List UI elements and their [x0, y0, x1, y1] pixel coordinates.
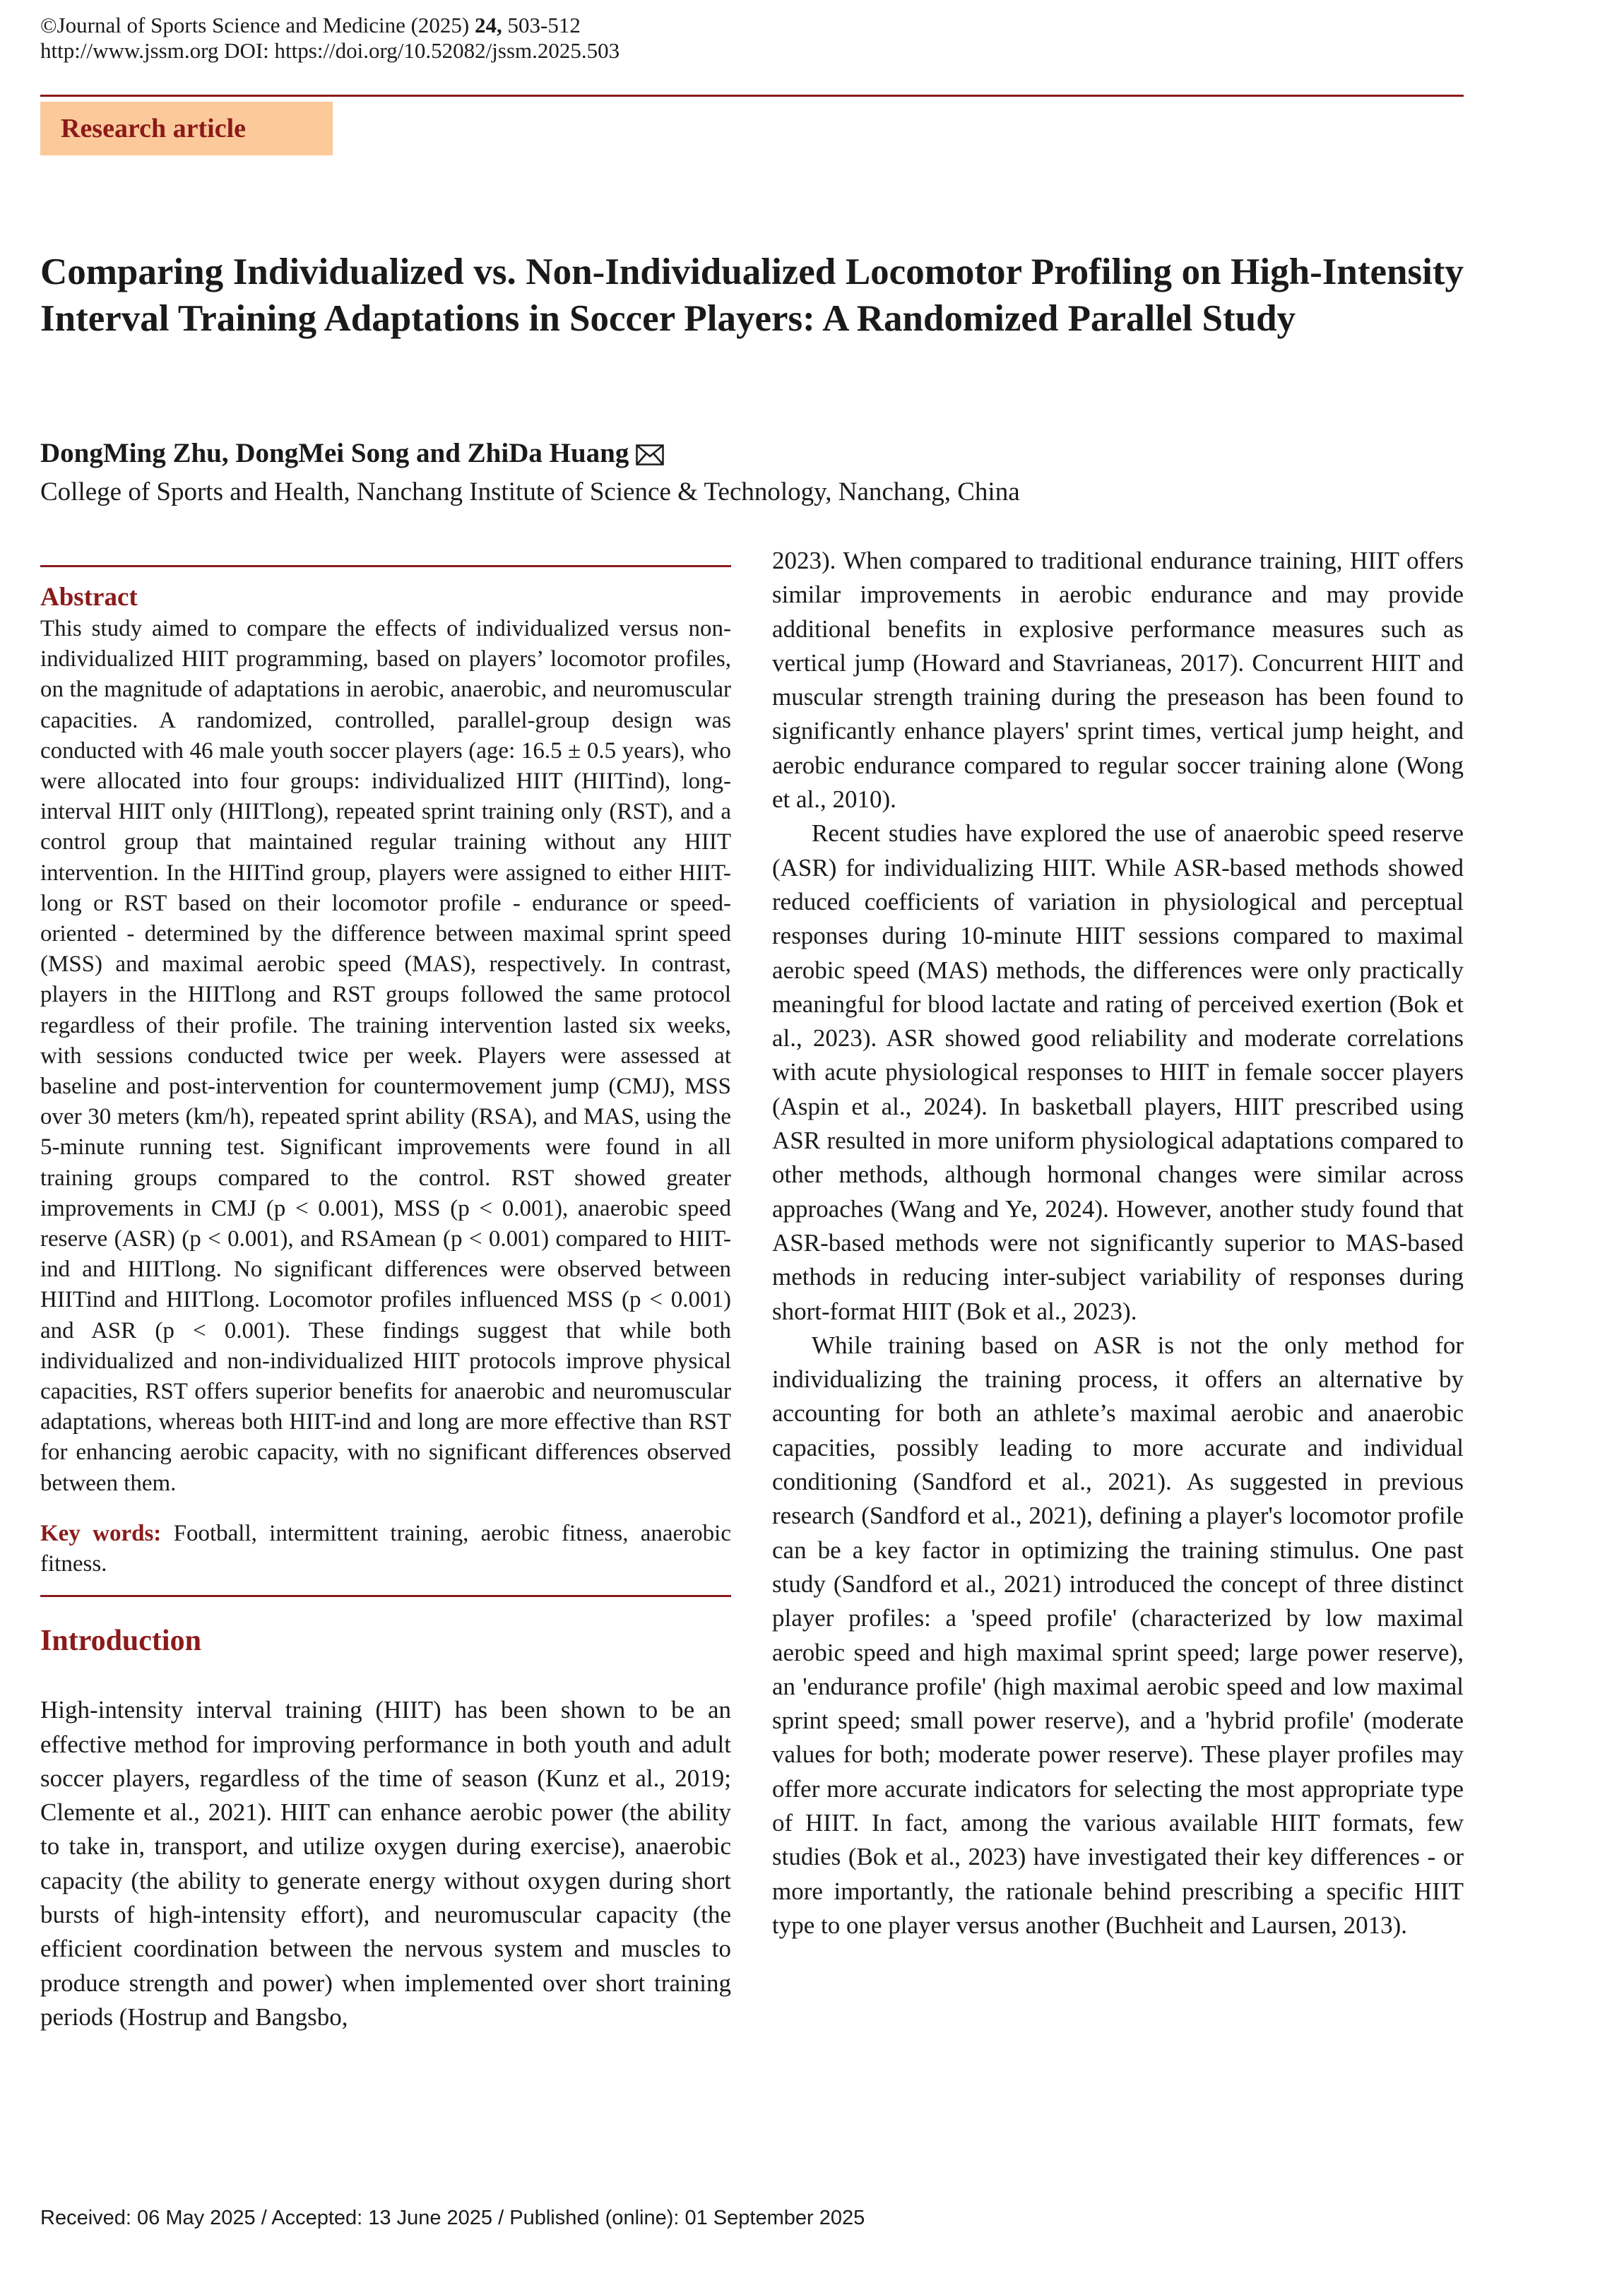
- abstract-heading: Abstract: [40, 583, 138, 612]
- mail-icon[interactable]: [636, 440, 664, 474]
- keywords-text: Football, intermittent training, aerobic fitness, anaerobic fitness.: [40, 1520, 731, 1577]
- article-title: Comparing Individualized vs. Non-Individualized Locomotor Profiling on High-Intensity Interval Training Adaptations in Soccer Players: A Randomized Parallel Study: [40, 251, 1464, 339]
- header-divider: [40, 95, 1464, 97]
- keywords-label: Key words:: [40, 1520, 162, 1546]
- journal-header: [40, 13, 620, 64]
- journal-name: ©Journal of Sports Science and Medicine (2025): [40, 13, 475, 37]
- left-column: [40, 565, 731, 2034]
- journal-citation-line: [40, 13, 620, 38]
- journal-volume: 24,: [475, 13, 502, 37]
- authors: DongMing Zhu, DongMei Song and ZhiDa Huang: [40, 438, 629, 468]
- intro-paragraph-2: Recent studies have explored the use of anaerobic speed reserve (ASR) for individualizing HIIT. While ASR-based methods showed reduced coefficients of variation in physiological and perceptual responses during 10-minute HIIT sessions compared to maximal aerobic speed (MAS) methods, the differences were only practically meaningful for blood lactate and rating of perceived exertion (Bok et al., 2023). ASR showed good reliability and moderate correlations with acute physiological responses to HIIT in female soccer players (Aspin et al., 2024). In basketball players, HIIT prescribed using ASR resulted in more uniform physiological adaptations compared to other methods, although hormonal changes were similar across approaches (Wang and Ye, 2024). However, another study found that ASR-based methods were not significantly superior to MAS-based methods in reducing inter-subject variability of responses during short-format HIIT (Bok et al., 2023).: [772, 819, 1464, 1325]
- abstract-text: This study aimed to compare the effects of individualized versus non-individualized HIIT programming, based on players’ locomotor profiles, on the magnitude of adaptations in aerobic, anaerobic, and neuromuscular capacities. A randomized, controlled, parallel-group design was conducted with 46 male youth soccer players (age: 16.5 ± 0.5 years), who were allocated into four groups: individualized HIIT (HIITind), long-interval HIIT only (HIITlong), repeated sprint training only (RST), and a control group that maintained regular training without any HIIT intervention. In the HIITind group, players were assigned to either HIIT-long or RST based on their locomotor profile - endurance or speed-oriented - determined by the difference between maximal sprint speed (MSS) and maximal aerobic speed (MAS), respectively. In contrast, players in the HIITlong and RST groups followed the same protocol regardless of their profile. The training intervention lasted six weeks, with sessions conducted twice per week. Players were assessed at baseline and post-intervention for countermovement jump (CMJ), MSS over 30 meters (km/h), repeated sprint ability (RSA), and MAS, using the 5-minute running test. Significant improvements were found in all training groups compared to the control. RST showed greater improvements in CMJ (p < 0.001), MSS (p < 0.001), anaerobic speed reserve (ASR) (p < 0.001), and RSAmean (p < 0.001) compared to HIIT-ind and HIITlong. No significant differences were observed between HIITind and HIITlong. Locomotor profiles influenced MSS (p < 0.001) and ASR (p < 0.001). These findings suggest that while both individualized and non-individualized HIIT protocols improve physical capacities, RST offers superior benefits for anaerobic and neuromuscular adaptations, whereas both HIIT-ind and long are more effective than RST for enhancing aerobic capacity, with no significant differences observed between them.: [40, 616, 731, 1496]
- journal-pages: 503-512: [502, 13, 581, 37]
- journal-url-doi[interactable]: http://www.jssm.org DOI: https://doi.org/10.52082/jssm.2025.503: [40, 38, 620, 63]
- introduction-heading: Introduction: [40, 1625, 201, 1658]
- intro-paragraph-1: High-intensity interval training (HIIT) has been shown to be an effective method for improving performance in both youth and adult soccer players, regardless of the time of season (Kunz et al., 2019; Clemente et al., 2021). HIIT can enhance aerobic power (the ability to take in, transport, and utilize oxygen during exercise), anaerobic capacity (the ability to generate energy without oxygen during short bursts of high-intensity effort), and neuromuscular capacity (the efficient coordination between the nervous system and muscles to produce strength and power) when implemented over short training periods (Hostrup and Bangsbo,: [40, 1696, 731, 2031]
- publication-dates: Received: 06 May 2025 / Accepted: 13 June 2025 / Published (online): 01 September 2025: [40, 2207, 865, 2229]
- author-line: [40, 437, 664, 474]
- intro-paragraph-3: While training based on ASR is not the only method for individualizing the training process, it offers an alternative by accounting for both an athlete’s maximal aerobic and anaerobic capacities, possibly leading to more accurate and individual conditioning (Sandford et al., 2021). As suggested in previous research (Sandford et al., 2021), defining a player's locomotor profile can be a key factor in optimizing the training stimulus. One past study (Sandford et al., 2021) introduced the concept of three distinct player profiles: a 'speed profile' (characterized by low maximal aerobic speed and high maximal sprint speed; large power reserve), an 'endurance profile' (high maximal aerobic speed and low maximal sprint speed; small power reserve), and a 'hybrid profile' (moderate values for both; moderate power reserve). These player profiles may offer more accurate indicators for selecting the most appropriate type of HIIT. In fact, among the various available HIIT formats, few studies (Bok et al., 2023) have investigated their key differences - or more importantly, the rationale behind prescribing a specific HIIT type to one player versus another (Buchheit and Laursen, 2013).: [772, 1331, 1464, 1939]
- right-column: [772, 544, 1464, 1942]
- article-type-badge: Research article: [40, 102, 333, 155]
- abstract-top-rule: [40, 565, 731, 567]
- intro-paragraph-1-continued: 2023). When compared to traditional endurance training, HIIT offers similar improvements in aerobic endurance and may provide additional benefits in explosive performance measures such as vertical jump (Howard and Stavrianeas, 2017). Concurrent HIIT and muscular strength training during the preseason has been found to significantly enhance players' sprint times, vertical jump height, and aerobic endurance compared to regular soccer training alone (Wong et al., 2010).: [772, 547, 1464, 814]
- affiliation: College of Sports and Health, Nanchang Institute of Science & Technology, Nanchang, China: [40, 477, 1020, 506]
- keywords: [40, 1519, 731, 1579]
- abstract-bottom-rule: [40, 1595, 731, 1597]
